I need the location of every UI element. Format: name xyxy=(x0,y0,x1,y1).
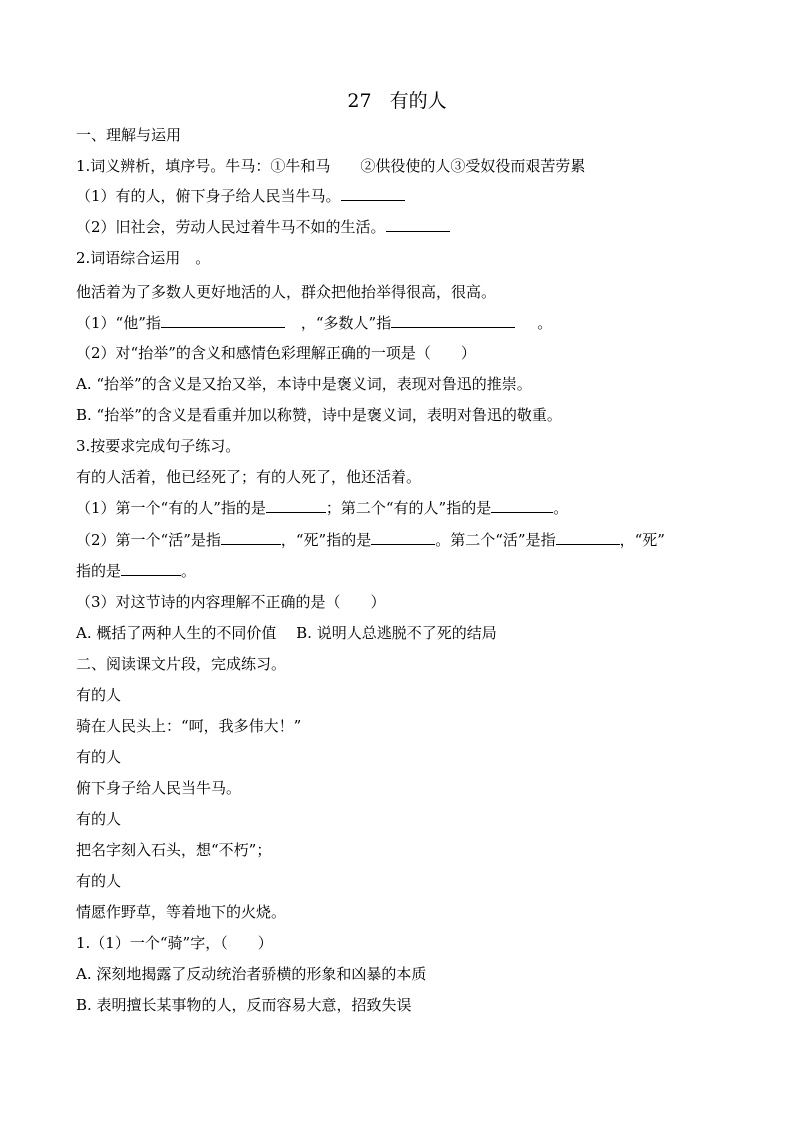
answer-blank[interactable] xyxy=(556,530,620,545)
answer-blank[interactable] xyxy=(386,217,450,232)
question-3-2-text-c: 。第二个“活”是指 xyxy=(435,531,556,549)
answer-blank[interactable] xyxy=(371,530,435,545)
question-3-1 xyxy=(76,498,568,518)
answer-blank[interactable] xyxy=(121,561,181,576)
page-title xyxy=(0,86,794,113)
question-3-2-text-b: ，“死”指的是 xyxy=(280,531,372,549)
question-3-options: A. 概括了两种人生的不同价值 B. 说明人总逃脱不了死的结局 xyxy=(76,624,497,642)
question-3: 3.按要求完成句子练习。 xyxy=(76,437,241,455)
reading-question-1-option-b: B. 表明擅长某事物的人，反而容易大意，招致失误 xyxy=(76,996,412,1014)
question-3-1-text-c: 。 xyxy=(553,499,569,517)
poem-line-8: 情愿作野草，等着地下的火烧。 xyxy=(76,903,287,921)
question-2-1-text-c: 。 xyxy=(537,314,553,332)
answer-blank[interactable] xyxy=(161,313,223,328)
reading-question-1-option-a: A. 深刻地揭露了反动统治者骄横的形象和凶暴的本质 xyxy=(76,965,427,983)
answer-blank[interactable] xyxy=(221,530,281,545)
question-3-2 xyxy=(76,530,665,550)
answer-blank[interactable] xyxy=(266,498,326,513)
answer-blank[interactable] xyxy=(223,313,285,328)
question-1-2-text: （2）旧社会，劳动人民过着牛马不如的生活。 xyxy=(76,218,386,236)
question-2-option-b: B. “抬举”的含义是看重并加以称赞，诗中是褒义词，表明对鲁迅的敬重。 xyxy=(76,406,562,424)
poem-line-5: 有的人 xyxy=(76,810,122,828)
answer-blank[interactable] xyxy=(391,313,453,328)
question-3-2-text-f: 。 xyxy=(181,562,197,580)
poem-line-6: 把名字刻入石头，想“不朽”； xyxy=(76,841,272,859)
question-2-1 xyxy=(76,313,552,333)
question-3-2-text-e: 指的是 xyxy=(76,562,122,580)
question-1-2 xyxy=(76,217,450,237)
answer-blank[interactable] xyxy=(341,186,405,201)
question-1-1-text: （1）有的人，俯下身子给人民当牛马。 xyxy=(76,187,341,205)
poem-line-3: 有的人 xyxy=(76,748,122,766)
section-heading-2: 二、阅读课文片段，完成练习。 xyxy=(76,655,287,673)
question-3-1-text-a: （1）第一个“有的人”指的是 xyxy=(76,499,266,517)
question-3-2-text-a: （2）第一个“活”是指 xyxy=(76,531,221,549)
question-1: 1.词义辨析，填序号。牛马：①牛和马 ②供役使的人③受奴役而艰苦劳累 xyxy=(76,157,586,175)
lesson-title: 有的人 xyxy=(389,90,447,112)
question-3-2-text-d: ，“死” xyxy=(619,531,665,549)
reading-question-1: 1.（1）一个“骑”字，（ ） xyxy=(76,934,273,952)
question-3-2-cont xyxy=(76,561,196,581)
poem-line-7: 有的人 xyxy=(76,872,122,890)
question-3-1-text-b: ；第二个“有的人”指的是 xyxy=(325,499,492,517)
poem-line-1: 有的人 xyxy=(76,686,122,704)
question-1-1 xyxy=(76,186,405,206)
section-heading-1: 一、理解与运用 xyxy=(76,126,182,144)
question-3-text: 有的人活着，他已经死了；有的人死了，他还活着。 xyxy=(76,468,422,486)
question-3-3: （3）对这节诗的内容理解不正确的是（ ） xyxy=(76,593,386,611)
answer-blank[interactable] xyxy=(491,498,553,513)
poem-line-4: 俯下身子给人民当牛马。 xyxy=(76,779,242,797)
lesson-number: 27 xyxy=(347,90,372,112)
question-2-text: 他活着为了多数人更好地活的人，群众把他抬举得很高，很高。 xyxy=(76,283,497,301)
question-2: 2.词语综合运用 。 xyxy=(76,249,211,267)
question-2-option-a: A. “抬举”的含义是又抬又举，本诗中是褒义词，表现对鲁迅的推崇。 xyxy=(76,375,532,393)
poem-line-2: 骑在人民头上：“呵，我多伟大！” xyxy=(76,717,302,735)
answer-blank[interactable] xyxy=(453,313,515,328)
question-2-1-text-b: ，“多数人”指 xyxy=(300,314,392,332)
question-2-1-text-a: （1）“他”指 xyxy=(76,314,161,332)
question-2-2: （2）对“抬举”的含义和感情色彩理解正确的一项是（ ） xyxy=(76,344,476,362)
